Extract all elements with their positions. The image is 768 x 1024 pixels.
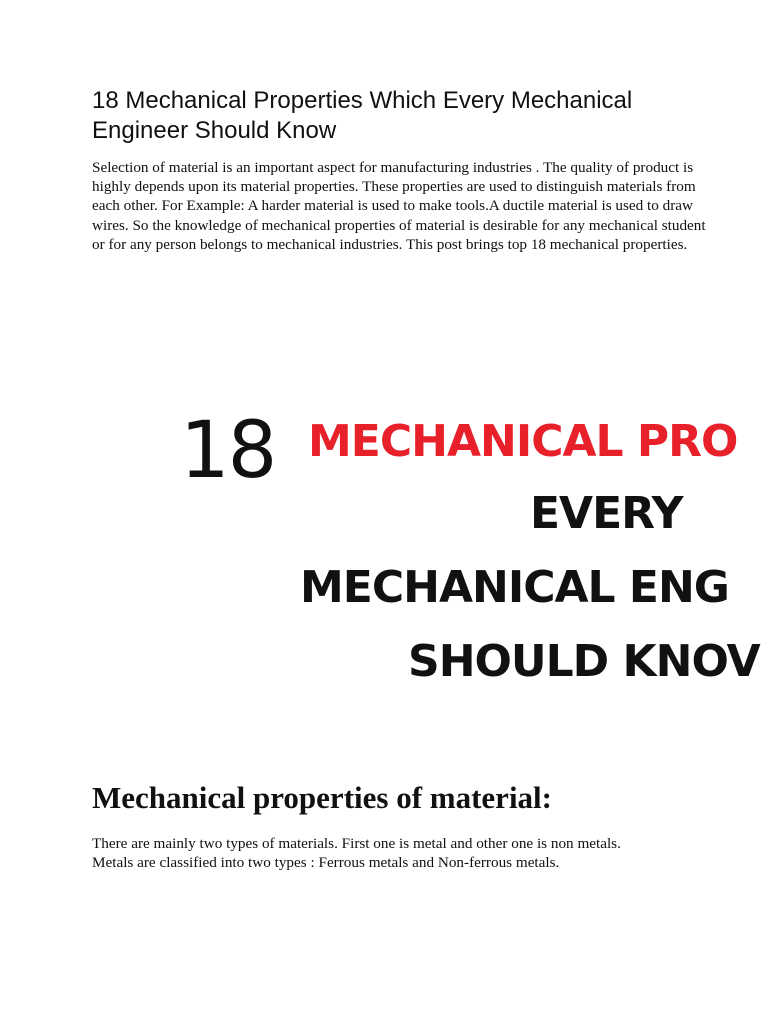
banner-number: 18 (180, 406, 276, 496)
section-heading: Mechanical properties of material: (92, 780, 552, 815)
banner-line-1: MECHANICAL PRO (308, 416, 738, 467)
banner-line-2: EVERY (530, 488, 683, 539)
intro-paragraph: Selection of material is an important aspect for manufacturing industries . The quality of product is highly depends upon its material properties. These properties are used to distinguish materials from each other. For Example: A harder material is used to make tools.A ductile material is used to draw wires. So the knowledge of mechanical properties of material is desirable for any mechanical student or for any person belongs to mechanical industries. This post brings top 18 mechanical properties. (92, 159, 706, 253)
article-title: 18 Mechanical Properties Which Every Mechanical Engineer Should Know (92, 87, 633, 144)
banner-line-4: SHOULD KNOV (408, 636, 760, 687)
banner-image (92, 400, 768, 720)
banner-line-3: MECHANICAL ENG (300, 562, 729, 613)
section-paragraph: There are mainly two types of materials. First one is metal and other one is non metals. Metals are classified into two types : Ferrous metals and Non-ferrous metals. (92, 835, 621, 872)
